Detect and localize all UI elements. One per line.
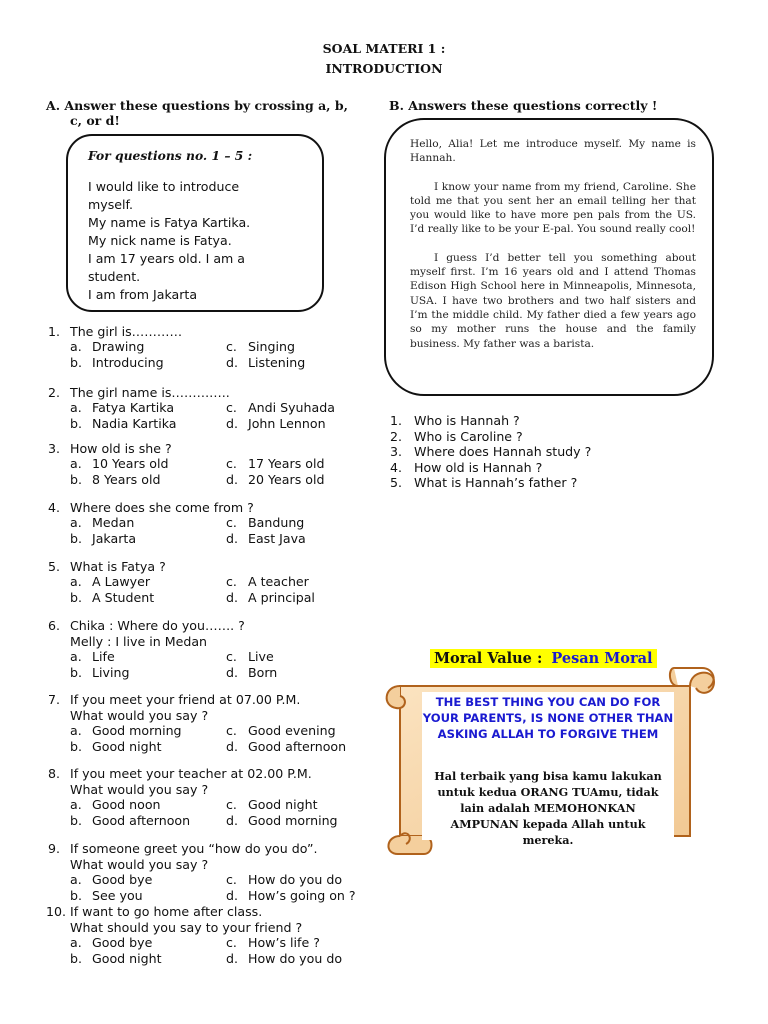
option-text: Good afternoon	[248, 739, 347, 754]
page-title: SOAL MATERI 1 :	[322, 41, 446, 56]
option-a[interactable]	[70, 574, 150, 590]
option-text: 20 Years old	[248, 472, 325, 487]
option-text: East Java	[248, 531, 306, 546]
option-b[interactable]	[70, 813, 190, 829]
b-question-text: What is Hannah’s father ?	[414, 475, 578, 490]
option-a[interactable]	[70, 456, 168, 472]
b-question-text: Who is Caroline ?	[414, 428, 523, 444]
option-letter: b.	[70, 888, 82, 903]
option-c[interactable]	[226, 723, 336, 739]
option-d[interactable]	[226, 888, 356, 904]
option-d[interactable]	[226, 531, 306, 547]
option-letter: d.	[226, 416, 238, 431]
option-text: 8 Years old	[92, 472, 161, 487]
option-d[interactable]	[226, 416, 326, 432]
option-text: Good morning	[248, 813, 338, 828]
question-number: 5.	[48, 559, 61, 574]
option-letter: b.	[70, 813, 82, 828]
option-letter: c.	[226, 872, 237, 887]
option-letter: c.	[226, 935, 237, 950]
box-line: I would like to introduce	[88, 179, 240, 194]
question-text: If someone greet you “how do you do”.	[70, 841, 318, 856]
moral-scroll	[378, 660, 722, 856]
option-text: Living	[92, 665, 130, 680]
b-question-number: 3.	[390, 444, 403, 459]
option-letter: a.	[70, 515, 82, 530]
option-c[interactable]	[226, 797, 318, 813]
question-text: What should you say to your friend ?	[70, 920, 303, 935]
option-text: Bandung	[248, 515, 305, 530]
section-a-heading: A. Answer these questions by crossing a, b,	[46, 98, 348, 113]
option-letter: c.	[226, 456, 237, 471]
option-b[interactable]	[70, 888, 143, 904]
b-question-text: How old is Hannah ?	[414, 459, 543, 475]
moral-label-english: Moral Value :	[430, 649, 551, 668]
option-c[interactable]	[226, 515, 304, 531]
question-number: 4.	[48, 500, 61, 515]
option-d[interactable]	[226, 355, 305, 371]
question-number: 2.	[48, 385, 61, 400]
moral-english: THE BEST THING YOU CAN DO FOR YOUR PARENTS, IS NONE OTHER THAN ASKING ALLAH TO FORGIVE THEM	[422, 695, 674, 741]
option-text: Andi Syuhada	[248, 400, 335, 415]
question-text: What is Fatya ?	[70, 559, 166, 574]
question-text: The girl name is…………..	[70, 385, 230, 400]
option-letter: d.	[226, 951, 238, 966]
option-text: Introducing	[92, 355, 164, 370]
box-line: I am from Jakarta	[88, 287, 198, 302]
box-line: student.	[88, 269, 141, 284]
option-letter: d.	[226, 739, 238, 754]
option-a[interactable]	[70, 935, 152, 951]
question-text: If you meet your friend at 07.00 P.M.	[70, 692, 301, 707]
option-letter: d.	[226, 590, 238, 605]
option-letter: b.	[70, 590, 82, 605]
option-d[interactable]	[226, 472, 324, 488]
option-letter: b.	[70, 531, 82, 546]
option-letter: a.	[70, 872, 82, 887]
box-line: My name is Fatya Kartika.	[88, 215, 251, 230]
section-a-heading-cont: c, or d!	[70, 113, 120, 128]
question-text: Where does she come from ?	[70, 500, 254, 515]
option-text: A principal	[248, 590, 315, 605]
question-number: 3.	[48, 441, 61, 456]
option-c[interactable]	[226, 574, 309, 590]
option-letter: a.	[70, 574, 82, 589]
option-letter: c.	[226, 339, 237, 354]
option-d[interactable]	[226, 739, 346, 755]
question-text: If want to go home after class.	[70, 904, 263, 919]
option-letter: b.	[70, 355, 82, 370]
option-a[interactable]	[70, 515, 134, 531]
option-text: Good night	[248, 797, 318, 812]
question-number: 8.	[48, 766, 61, 781]
moral-label-indonesian: Pesan Moral	[547, 649, 656, 668]
option-text: Nadia Kartika	[92, 416, 177, 431]
option-text: Born	[248, 665, 278, 680]
question-number: 9.	[48, 841, 61, 856]
option-letter: d.	[226, 355, 238, 370]
passage-text	[410, 137, 696, 365]
option-letter: d.	[226, 888, 238, 903]
option-letter: a.	[70, 649, 82, 664]
option-letter: c.	[226, 723, 237, 738]
option-text: A Lawyer	[92, 574, 151, 589]
option-d[interactable]	[226, 813, 338, 829]
option-letter: a.	[70, 935, 82, 950]
option-letter: a.	[70, 339, 82, 354]
b-question-text: Who is Hannah ?	[414, 413, 520, 428]
question-text: Melly : I live in Medan	[70, 634, 208, 649]
option-letter: d.	[226, 531, 238, 546]
option-a[interactable]	[70, 797, 161, 813]
section-b-heading: B. Answers these questions correctly !	[389, 98, 658, 113]
option-text: How do you do	[248, 872, 343, 887]
option-b[interactable]	[70, 472, 160, 488]
question-text: Chika : Where do you……. ?	[70, 618, 245, 633]
option-text: Good evening	[248, 723, 336, 738]
option-text: How do you do	[248, 951, 343, 966]
option-letter: c.	[226, 649, 237, 664]
option-b[interactable]	[70, 590, 154, 606]
option-text: See you	[92, 888, 143, 903]
option-letter: a.	[70, 456, 82, 471]
box-title: For questions no. 1 – 5 :	[88, 148, 253, 163]
option-text: John Lennon	[248, 416, 326, 431]
option-text: Singing	[248, 339, 295, 354]
option-b[interactable]	[70, 739, 162, 755]
option-a[interactable]	[70, 339, 144, 355]
option-letter: c.	[226, 797, 237, 812]
question-number: 10.	[46, 904, 67, 919]
option-b[interactable]	[70, 951, 162, 967]
question-text: What would you say ?	[70, 708, 209, 723]
option-c[interactable]	[226, 456, 324, 472]
option-text: A teacher	[248, 574, 309, 589]
option-text: Good bye	[92, 872, 153, 887]
option-letter: b.	[70, 472, 82, 487]
option-text: Good night	[92, 951, 162, 966]
question-text: If you meet your teacher at 02.00 P.M.	[70, 766, 312, 781]
passage-paragraph: Hello, Alia! Let me introduce myself. My name is Hannah.	[410, 138, 696, 165]
option-text: How’s going on ?	[248, 888, 356, 903]
option-letter: a.	[70, 723, 82, 738]
page-subtitle: INTRODUCTION	[325, 61, 443, 76]
option-text: Jakarta	[92, 531, 137, 546]
option-text: Good noon	[92, 797, 161, 812]
option-c[interactable]	[226, 339, 295, 355]
option-c[interactable]	[226, 935, 320, 951]
option-text: 17 Years old	[248, 456, 325, 471]
moral-indonesian: Hal terbaik yang bisa kamu lakukan untuk kedua ORANG TUAmu, tidak lain adalah MEMOHONKAN AMPUNAN kepada Allah untuk mereka.	[434, 769, 662, 847]
option-letter: d.	[226, 813, 238, 828]
box-body	[88, 178, 250, 304]
intro-text-box	[66, 134, 324, 312]
option-text: Medan	[92, 515, 135, 530]
option-text: 10 Years old	[92, 456, 169, 471]
option-text: Good night	[92, 739, 162, 754]
passage-paragraph: I know your name from my friend, Caroline. She told me that you sent her an email telling her that you would like to have more pen pals from the US. I’d really like to be your E-pal. You sound really cool!	[410, 180, 696, 236]
box-line: I am 17 years old. I am a	[88, 251, 246, 266]
option-d[interactable]	[226, 951, 342, 967]
option-letter: b.	[70, 739, 82, 754]
box-line: myself.	[88, 197, 134, 212]
option-letter: d.	[226, 665, 238, 680]
option-b[interactable]	[70, 531, 136, 547]
option-b[interactable]	[70, 665, 129, 681]
option-a[interactable]	[70, 649, 115, 665]
question-number: 7.	[48, 692, 61, 707]
option-d[interactable]	[226, 665, 277, 681]
option-b[interactable]	[70, 416, 177, 432]
b-question-number: 2.	[390, 428, 403, 444]
option-text: Drawing	[92, 339, 145, 354]
option-text: Fatya Kartika	[92, 400, 175, 415]
option-b[interactable]	[70, 355, 164, 371]
b-question-text: Where does Hannah study ?	[414, 444, 592, 459]
option-text: How’s life ?	[248, 935, 320, 950]
option-a[interactable]	[70, 872, 152, 888]
option-text: Good morning	[92, 723, 182, 738]
passage-paragraph: I guess I’d better tell you something about myself first. I’m 16 years old and I attend Thomas Edison High School here in Minneapolis, Minnesota, USA. I have two brothers and two half sisters and I’m the middle child. My father died a few years ago so my mother runs the house and the family business. My father was a barista.	[410, 251, 696, 350]
option-text: Life	[92, 649, 115, 664]
option-letter: a.	[70, 797, 82, 812]
question-text: The girl is…………	[70, 324, 183, 339]
question-text: What would you say ?	[70, 857, 209, 872]
option-letter: c.	[226, 515, 237, 530]
option-text: Listening	[248, 355, 306, 370]
option-letter: a.	[70, 400, 82, 415]
question-number: 6.	[48, 618, 61, 633]
b-question-number: 1.	[390, 413, 403, 428]
option-c[interactable]	[226, 649, 274, 665]
option-text: Good afternoon	[92, 813, 191, 828]
option-a[interactable]	[70, 723, 182, 739]
question-number: 1.	[48, 324, 61, 339]
option-text: Live	[248, 649, 274, 664]
option-letter: b.	[70, 416, 82, 431]
b-question-number: 4.	[390, 459, 403, 475]
question-text: What would you say ?	[70, 782, 209, 797]
question-text: How old is she ?	[70, 441, 172, 456]
option-letter: d.	[226, 472, 238, 487]
passage-box	[384, 118, 714, 396]
option-text: Good bye	[92, 935, 153, 950]
option-a[interactable]	[70, 400, 174, 416]
option-letter: b.	[70, 665, 82, 680]
option-letter: c.	[226, 400, 237, 415]
option-c[interactable]	[226, 872, 342, 888]
option-text: A Student	[92, 590, 155, 605]
b-question-number: 5.	[390, 475, 403, 490]
option-c[interactable]	[226, 400, 335, 416]
box-line: My nick name is Fatya.	[88, 233, 232, 248]
option-d[interactable]	[226, 590, 315, 606]
option-letter: c.	[226, 574, 237, 589]
option-letter: b.	[70, 951, 82, 966]
